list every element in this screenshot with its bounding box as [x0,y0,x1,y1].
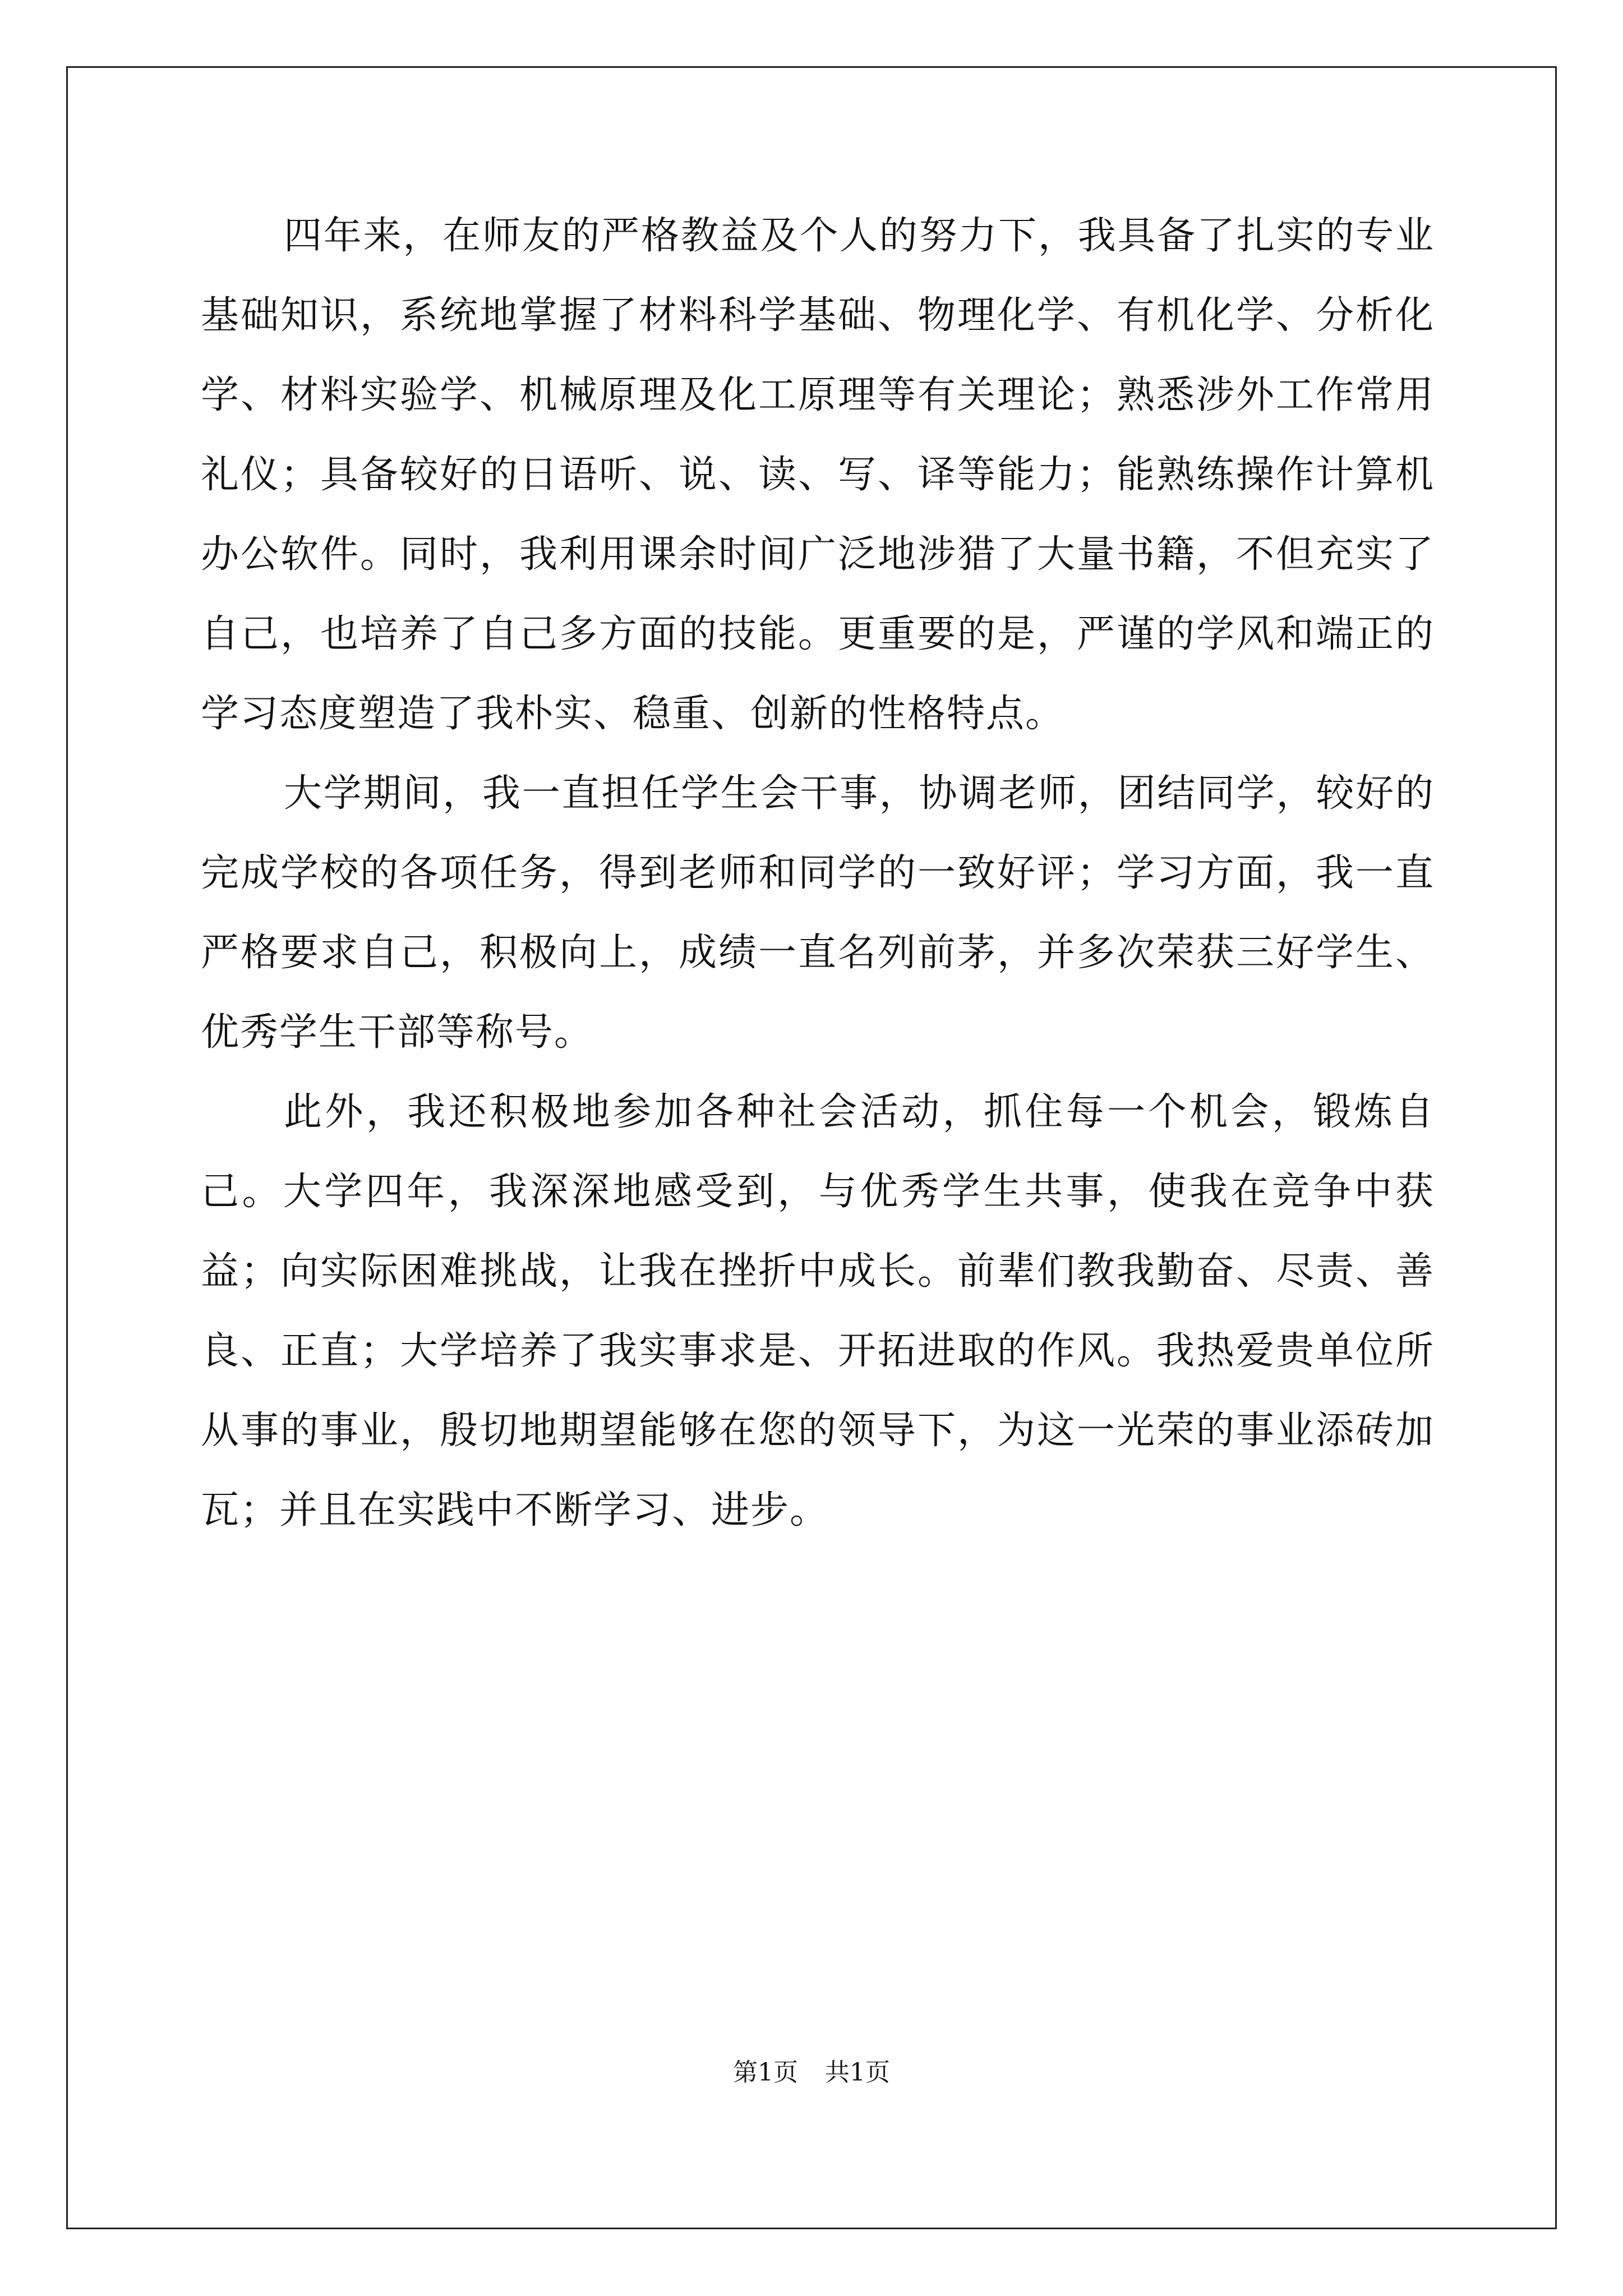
paragraph-3: 此外，我还积极地参加各种社会活动，抓住每一个机会，锻炼自己。大学四年，我深深地感受到，与优秀学生共事，使我在竞争中获益；向实际困难挑战，让我在挫折中成长。前辈们教我勤奋、尽责、善良、正直；大学培养了我实事求是、开拓进取的作风。我热爱贵单位所从事的事业，殷切地期望能够在您的领导下，为这一光荣的事业添砖加瓦；并且在实践中不断学习、进步。 [201,1090,1435,1533]
page-number: 第1页 [733,2058,798,2087]
paragraph-1: 四年来，在师友的严格教益及个人的努力下，我具备了扎实的专业基础知识，系统地掌握了材料科学基础、物理化学、有机化学、分析化学、材料实验学、机械原理及化工原理等有关理论；熟悉涉外工作常用礼仪；具备较好的日语听、说、读、写、译等能力；能熟练操作计算机办公软件。同时，我利用课余时间广泛地涉猎了大量书籍，不但充实了自己，也培养了自己多方面的技能。更重要的是，严谨的学风和端正的学习态度塑造了我朴实、稳重、创新的性格特点。 [201,214,1435,736]
document-body [201,196,1435,2047]
page-total: 共1页 [825,2058,890,2087]
page-footer [0,2056,1623,2090]
paragraph-2: 大学期间，我一直担任学生会干事，协调老师，团结同学，较好的完成学校的各项任务，得到老师和同学的一致好评；学习方面，我一直严格要求自己，积极向上，成绩一直名列前茅，并多次荣获三好学生、优秀学生干部等称号。 [201,771,1435,1055]
